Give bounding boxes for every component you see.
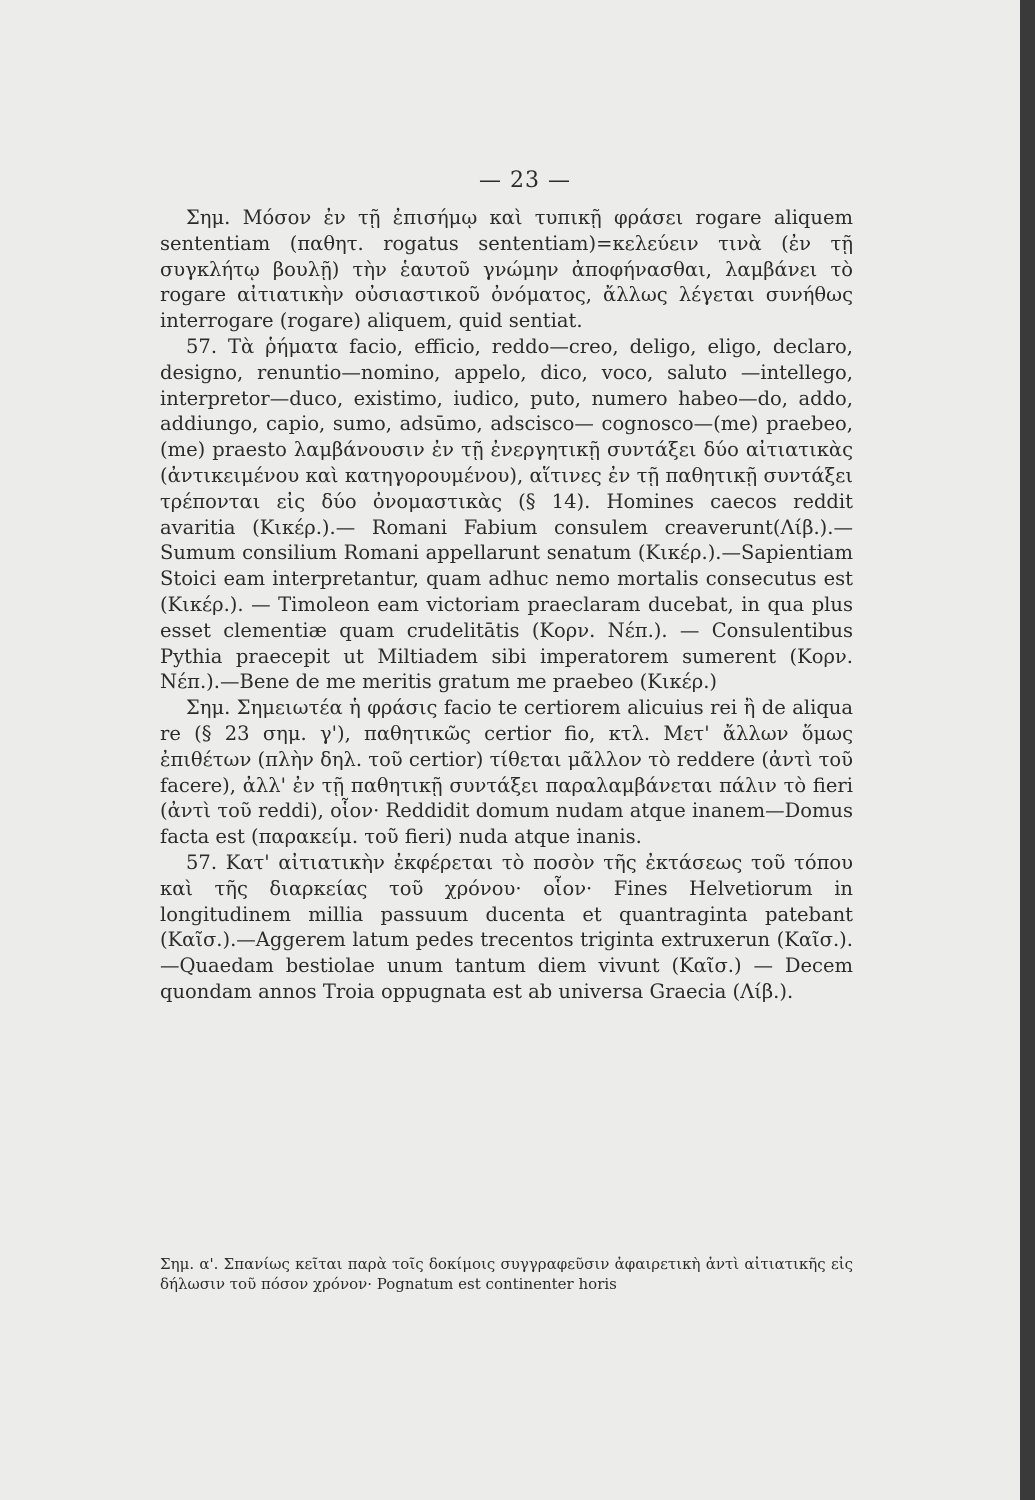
paragraph-57-extent: 57. Κατ' αἰτιατικὴν ἐκφέρεται τὸ ποσὸν τῆς ἐκτάσεως τοῦ τόπου καὶ τῆς διαρκείας τοῦ χρόνου· οἷον· Fines Helvetiorum in longitudinem millia passuum ducenta et quantraginta patebant (Καῖσ.).—Aggerem latum pedes trecentos triginta extruxerun (Καῖσ.).—Quaedam bestiolae unum tantum diem vivunt (Καῖσ.) — Decem quondam annos Troia oppugnata est ab universa Graecia (Λίβ.). <box>160 850 853 1003</box>
paragraph-note-certiorem: Σημ. Σημειωτέα ἡ φράσις facio te certiorem alicuius rei ἢ de aliqua re (§ 23 σημ. γ'), παθητικῶς certior fio, κτλ. Μετ' ἄλλων ὅμως ἐπιθέτων (πλὴν δηλ. τοῦ certior) τίθεται μᾶλλον τὸ reddere (ἀντὶ τοῦ facere), ἀλλ' ἐν τῇ παθητικῇ συντάξει παραλαμβάνεται πάλιν τὸ fieri (ἀντὶ τοῦ reddi), οἷον· Reddidit domum nudam atque inanem—Domus facta est (παρακείμ. τοῦ fieri) nuda atque inanis. <box>160 696 853 849</box>
page-number: — 23 — <box>479 168 571 193</box>
paragraph-note-rogare: Σημ. Μόσον ἐν τῇ ἐπισήμῳ καὶ τυπικῇ φράσει rogare aliquem sententiam (παθητ. rogatus sententiam)=κελεύειν τινὰ (ἐν τῇ συγκλήτῳ βουλῇ) τὴν ἑαυτοῦ γνώμην ἀποφήνασθαι, λαμβάνει τὸ rogare αἰτιατικὴν οὐσιαστικοῦ ὀνόματος, ἄλλως λέγεται συνήθως interrogare (rogare) aliquem, quid sentiat. <box>160 206 853 333</box>
paragraph-57-double-accusative: 57. Τὰ ῥήματα facio, efficio, reddo—creo, deligo, eligo, declaro, designo, renuntio—nomino, appelo, dico, voco, saluto —intellego, interpretor—duco, existimo, iudico, puto, numero habeo—do, addo, addiungo, capio, sumo, adsūmo, adscisco— cognosco—(me) praebeo, (me) praesto λαμβάνουσιν ἐν τῇ ἐνεργητικῇ συντάξει δύο αἰτιατικὰς (ἀντικειμένου καὶ κατηγορουμένου), αἵτινες ἐν τῇ παθητικῇ συντάξει τρέπονται εἰς δύο ὀνομαστικὰς (§ 14). Homines caecos reddit avaritia (Κικέρ.).— Romani Fabium consulem creaverunt(Λίβ.).—Sumum consilium Romani appellarunt senatum (Κικέρ.).—Sapientiam Stoici eam interpretantur, quam adhuc nemo mortalis consecutus est (Κικέρ.). — Timoleon eam victoriam praeclaram ducebat, in qua plus esset clementiæ quam crudelitātis (Κορν. Νέπ.). — Consulentibus Pythia praecepit ut Miltiadem sibi imperatorem sumerent (Κορν. Νέπ.).—Bene de me meritis gratum me praebeo (Κικέρ.) <box>160 334 853 694</box>
footnote: Σημ. α'. Σπανίως κεῖται παρὰ τοῖς δοκίμοις συγγραφεῦσιν ἀφαιρετικὴ ἀντὶ αἰτιατικῆς εἰς δήλωσιν τοῦ πόσον χρόνον· Pognatum est continenter horis <box>160 1255 853 1293</box>
page-edge <box>1020 0 1035 1500</box>
body-text <box>160 205 853 1005</box>
